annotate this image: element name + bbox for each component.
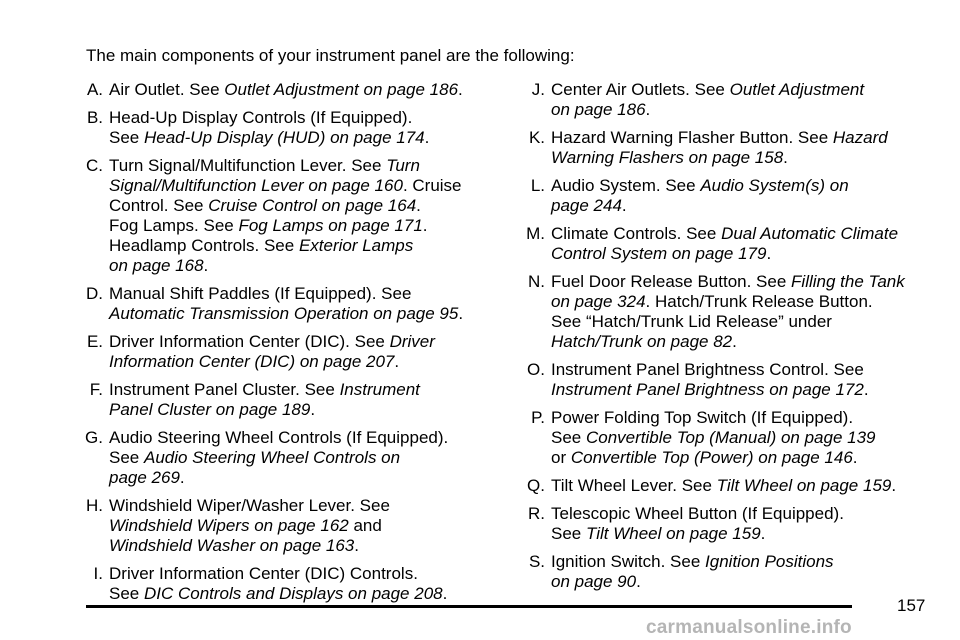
item-text: Headlamp Controls. See [109, 236, 299, 255]
cross-reference: Dual Automatic Climate [721, 224, 899, 243]
item-line [551, 428, 942, 448]
item-line [551, 524, 942, 544]
item-text: See [551, 524, 586, 543]
list-item [70, 284, 500, 324]
item-line [551, 100, 942, 120]
cross-reference: Automatic Transmission Operation on page 95 [109, 304, 459, 323]
item-text: . [621, 196, 627, 215]
cross-reference: DIC Controls and Displays on page 208 [143, 584, 443, 603]
cross-reference: Audio Steering Wheel Controls on [143, 448, 401, 467]
item-letter: B. [86, 108, 103, 127]
item-line [551, 332, 942, 352]
item-line [551, 448, 942, 468]
cross-reference: Signal/Multifunction Lever on page 160 [109, 176, 403, 195]
item-line [551, 504, 942, 524]
cross-reference: Windshield Washer on page 163 [109, 536, 355, 555]
item-text: See [109, 448, 144, 467]
item-text: . Cruise [402, 176, 462, 195]
item-letter: M. [526, 224, 545, 243]
item-text: Climate Controls. See [551, 224, 722, 243]
item-line [109, 216, 500, 236]
cross-reference: Convertible Top (Manual) on page 139 [585, 428, 876, 447]
item-letter: C. [86, 156, 103, 175]
item-line [109, 80, 500, 100]
cross-reference: Fog Lamps on page 171 [238, 216, 423, 235]
item-text: . [760, 524, 766, 543]
item-text: . Hatch/Trunk Release Button. [645, 292, 873, 311]
item-line [109, 284, 500, 304]
cross-reference: on page 168 [109, 256, 204, 275]
item-text: . [863, 380, 869, 399]
item-text: Tilt Wheel Lever. See [551, 476, 717, 495]
item-letter: Q. [527, 476, 545, 495]
item-line [551, 408, 942, 428]
item-text: See [551, 428, 586, 447]
item-line [109, 448, 500, 468]
list-item [512, 224, 942, 264]
cross-reference: Exterior Lamps [298, 236, 414, 255]
item-text: . [422, 216, 428, 235]
item-line [551, 196, 942, 216]
item-text: Fuel Door Release Button. See [551, 272, 792, 291]
item-line [551, 80, 942, 100]
item-letter: J. [531, 80, 545, 99]
item-letter: L. [530, 176, 545, 195]
item-line [551, 128, 942, 148]
cross-reference: Hazard [832, 128, 888, 147]
item-letter: O. [527, 360, 545, 379]
item-line [109, 156, 500, 176]
item-line [109, 468, 500, 488]
cross-reference: Panel Cluster on page 189 [109, 400, 311, 419]
item-line [109, 536, 500, 556]
list-item [70, 496, 500, 556]
list-item [70, 428, 500, 488]
cross-reference: Instrument [339, 380, 420, 399]
item-line [109, 400, 500, 420]
cross-reference: on page 324 [551, 292, 646, 311]
footer-rule [86, 605, 852, 608]
item-text: Fog Lamps. See [109, 216, 239, 235]
item-line [551, 380, 942, 400]
item-line [109, 176, 500, 196]
item-text: See “Hatch/Trunk Lid Release” under [551, 312, 832, 331]
item-line [109, 256, 500, 276]
item-line [109, 332, 500, 352]
item-text: . [394, 352, 400, 371]
cross-reference: Head-Up Display (HUD) on page 174 [143, 128, 425, 147]
item-letter: F. [89, 380, 103, 399]
left-column [70, 80, 500, 612]
cross-reference: Cruise Control on page 164 [208, 196, 417, 215]
item-line [109, 380, 500, 400]
item-line [109, 496, 500, 516]
item-line [551, 272, 942, 292]
item-line [109, 196, 500, 216]
item-line [551, 552, 942, 572]
item-text: . [732, 332, 737, 351]
item-line [551, 224, 942, 244]
item-text: Manual Shift Paddles (If Equipped). See [109, 284, 412, 303]
cross-reference: Driver [389, 332, 435, 351]
item-text: Center Air Outlets. See [551, 80, 730, 99]
item-text: Telescopic Wheel Button (If Equipped). [551, 504, 844, 523]
list-item [512, 476, 942, 496]
item-text: . [179, 468, 185, 487]
cross-reference: Turn [386, 156, 420, 175]
cross-reference: Audio System(s) on [700, 176, 849, 195]
item-text: See [109, 584, 144, 603]
item-text: Driver Information Center (DIC). See [109, 332, 390, 351]
item-text: Hazard Warning Flasher Button. See [551, 128, 833, 147]
cross-reference: page 244 [551, 196, 622, 215]
item-text: Control. See [109, 196, 209, 215]
right-column [512, 80, 942, 600]
cross-reference: Hatch/Trunk on page 82 [551, 332, 733, 351]
item-line [551, 476, 942, 496]
item-text: Driver Information Center (DIC) Controls. [109, 564, 418, 583]
cross-reference: Tilt Wheel on page 159 [585, 524, 761, 543]
item-text: Turn Signal/Multifunction Lever. See [109, 156, 387, 175]
list-item [512, 176, 942, 216]
item-text: . [852, 448, 858, 467]
item-letter: E. [86, 332, 103, 351]
item-text: Head-Up Display Controls (If Equipped). [109, 108, 413, 127]
item-letter: G. [85, 428, 103, 447]
cross-reference: on page 90 [551, 572, 637, 591]
list-item [512, 272, 942, 352]
cross-reference: Ignition Positions [705, 552, 834, 571]
item-line [109, 516, 500, 536]
list-item [70, 156, 500, 276]
cross-reference: Outlet Adjustment on page 186 [224, 80, 459, 99]
item-line [109, 352, 500, 372]
item-text: Power Folding Top Switch (If Equipped). [551, 408, 854, 427]
item-line [551, 176, 942, 196]
item-line [551, 148, 942, 168]
item-line [109, 428, 500, 448]
list-item [512, 128, 942, 168]
item-letter: N. [528, 272, 545, 291]
item-letter: H. [86, 496, 103, 515]
item-line [109, 584, 500, 604]
cross-reference: Windshield Wipers on page 162 [109, 516, 349, 535]
item-text: . [458, 304, 464, 323]
item-text: . [783, 148, 788, 167]
item-line [109, 564, 500, 584]
item-text: Windshield Wiper/Washer Lever. See [109, 496, 390, 515]
item-text: See [109, 128, 144, 147]
item-text: . [442, 584, 448, 603]
list-item [512, 360, 942, 400]
page-number: 157 [897, 596, 926, 615]
item-line [109, 236, 500, 256]
item-text: Audio System. See [551, 176, 701, 195]
item-text: Ignition Switch. See [551, 552, 706, 571]
item-letter: K. [528, 128, 545, 147]
item-letter: I. [93, 564, 103, 583]
item-text: and [348, 516, 382, 535]
list-item [512, 80, 942, 120]
item-text: Air Outlet. See [109, 80, 225, 99]
cross-reference: Warning Flashers on page 158 [551, 148, 784, 167]
item-line [551, 360, 942, 380]
item-text: . [310, 400, 316, 419]
list-item [512, 504, 942, 544]
watermark: carmanualsonline.info [646, 617, 852, 638]
cross-reference: Convertible Top (Power) on page 146 [570, 448, 853, 467]
cross-reference: Information Center (DIC) on page 207 [109, 352, 395, 371]
cross-reference: Instrument Panel Brightness on page 172 [551, 380, 864, 399]
cross-reference: Filling the Tank [791, 272, 905, 291]
cross-reference: page 269 [109, 468, 180, 487]
item-letter: D. [86, 284, 103, 303]
item-text: . [424, 128, 430, 147]
item-text: . [416, 196, 421, 215]
item-text: . [645, 100, 651, 119]
item-text: . [458, 80, 463, 99]
list-item [70, 564, 500, 604]
list-item [70, 80, 500, 100]
item-text: . [766, 244, 772, 263]
item-line [551, 292, 942, 312]
item-text: . [354, 536, 359, 555]
item-letter: S. [528, 552, 545, 571]
item-text: . [203, 256, 209, 275]
item-text: Instrument Panel Brightness Control. See [551, 360, 864, 379]
item-line [551, 572, 942, 592]
cross-reference: on page 186 [551, 100, 646, 119]
item-letter: R. [528, 504, 545, 523]
item-text: Instrument Panel Cluster. See [109, 380, 340, 399]
cross-reference: Tilt Wheel on page 159 [716, 476, 892, 495]
cross-reference: Control System on page 179 [551, 244, 767, 263]
item-letter: A. [86, 80, 103, 99]
item-line [109, 128, 500, 148]
intro-text: The main components of your instrument panel are the following: [86, 46, 575, 65]
item-line [109, 108, 500, 128]
item-line [551, 244, 942, 264]
cross-reference: Outlet Adjustment [729, 80, 865, 99]
list-item [70, 380, 500, 420]
item-letter: P. [531, 408, 545, 427]
item-text: . [891, 476, 897, 495]
item-text: Audio Steering Wheel Controls (If Equipped). [109, 428, 449, 447]
list-item [70, 108, 500, 148]
list-item [512, 552, 942, 592]
item-text: or [551, 448, 571, 467]
item-text: . [636, 572, 641, 591]
item-line [551, 312, 942, 332]
item-line [109, 304, 500, 324]
list-item [512, 408, 942, 468]
list-item [70, 332, 500, 372]
